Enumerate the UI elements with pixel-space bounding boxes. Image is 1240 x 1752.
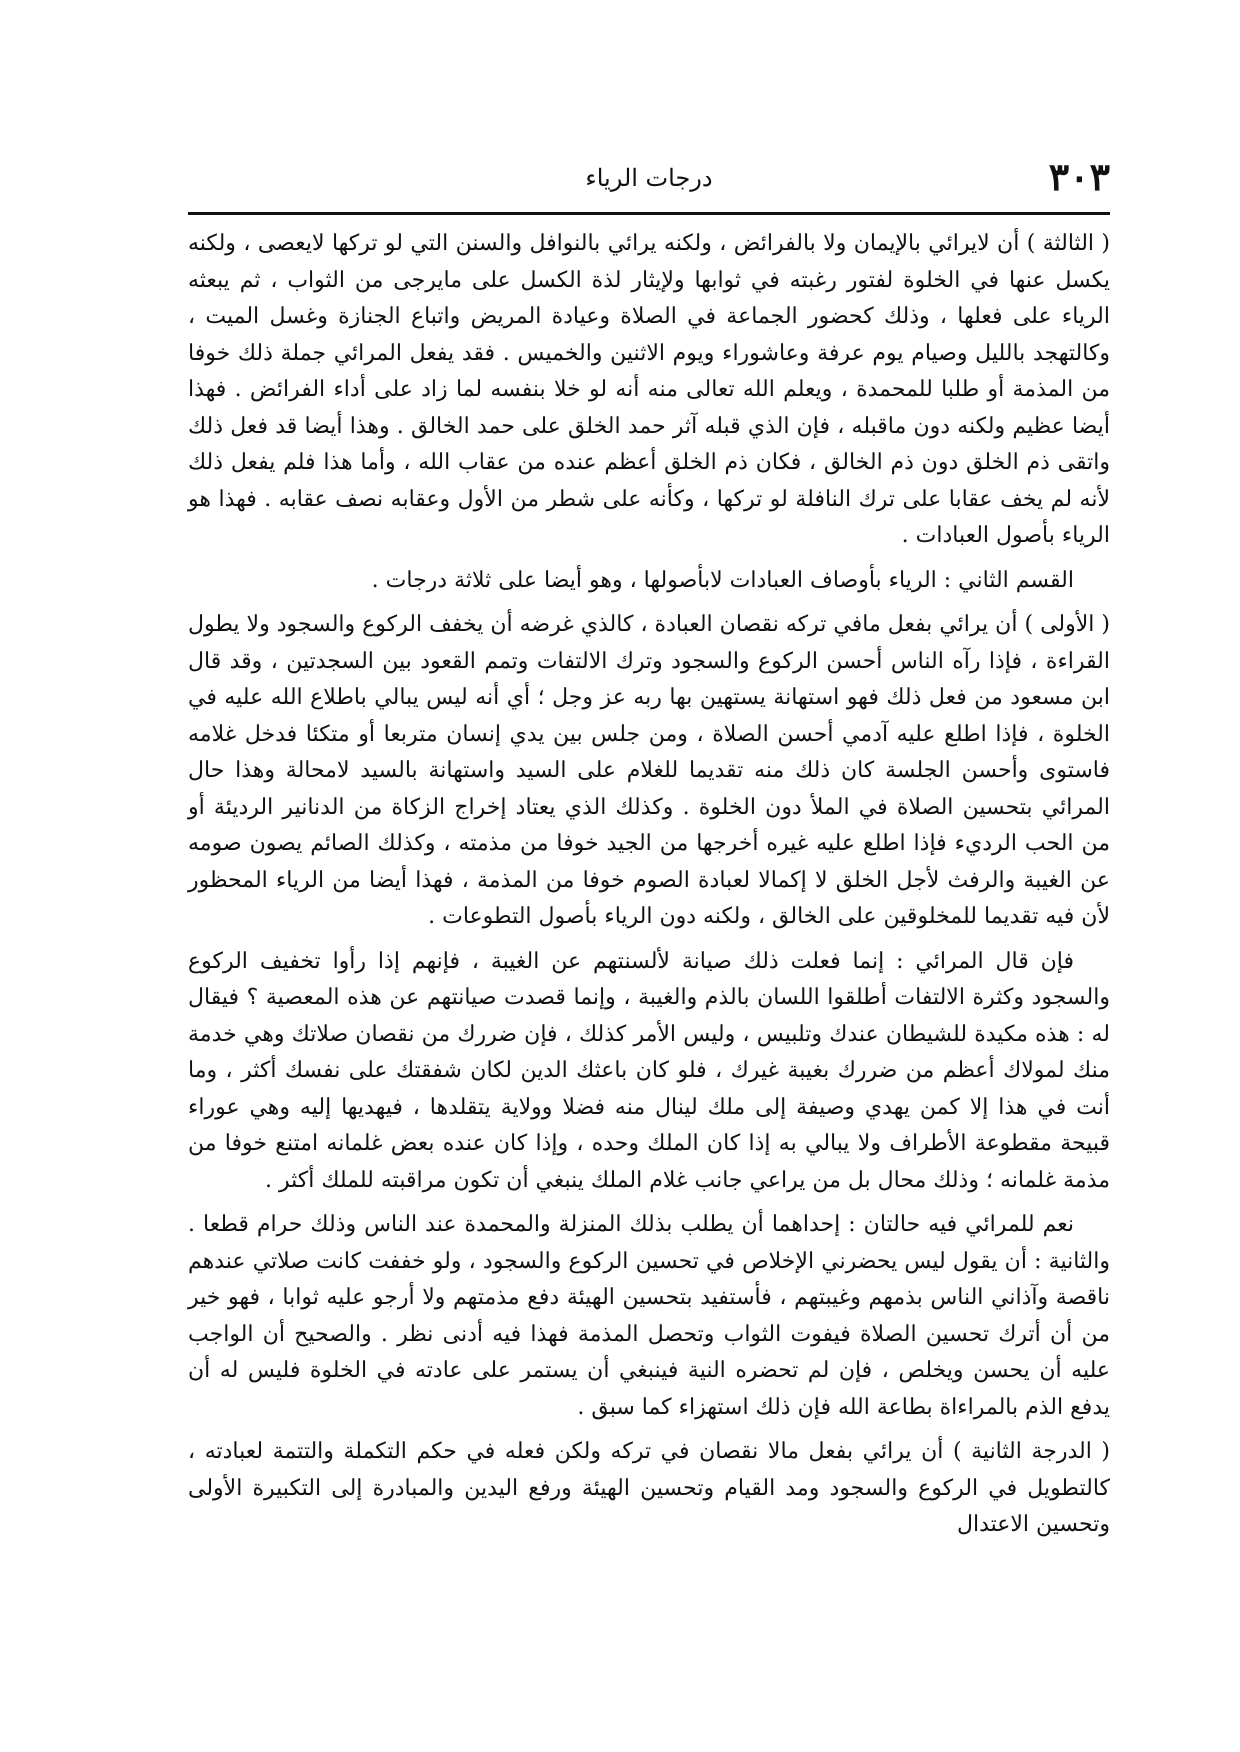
header-rule — [188, 212, 1110, 215]
paragraph-second-section: القسم الثاني : الرياء بأوصاف العبادات لابأصولها ، وهو أيضا على ثلاثة درجات . — [371, 567, 1074, 593]
paragraph-second-degree: ( الدرجة الثانية ) أن يرائي بفعل مالا نقصان في تركه ولكن فعله في حكم التكملة والتتمة لعبادته ، كالتطويل في الركوع والسجود ومد القيام وتحسين الهيئة ورفع اليدين والمبادرة إلى التكبيرة الأولى وتحسين الاعتدال — [188, 1439, 1110, 1537]
running-title: درجات الرياء — [585, 164, 713, 192]
page-number: ٣٠٣ — [1048, 154, 1110, 199]
paragraph-two-states: نعم للمرائي فيه حالتان : إحداهما أن يطلب بذلك المنزلة والمحمدة عند الناس وذلك حرام قطعا . والثانية : أن يقول ليس يحضرني الإخلاص في تحسين الركوع والسجود ، ولو خففت كانت صلاتي عندهم ناقصة وآذاني الناس بذمهم وغيبتهم ، فأستفيد بتحسين الهيئة دفع مذمتهم ولا أرجو عليه ثوابا ، فهو خير من أن أترك تحسين الصلاة فيفوت الثواب وتحصل المذمة فهذا فيه أدنى نظر . والصحيح أن الواجب عليه أن يحسن ويخلص ، فإن لم تحضره النية فينبغي أن يستمر على عادته في الخلوة فليس له أن يدفع الذم بالمراءاة بطاعة الله فإن ذلك استهزاء كما سبق . — [188, 1212, 1110, 1420]
paragraph-objection: فإن قال المرائي : إنما فعلت ذلك صيانة لألسنتهم عن الغيبة ، فإنهم إذا رأوا تخفيف الركوع والسجود وكثرة الالتفات أطلقوا اللسان بالذم والغيبة ، وإنما قصدت صيانتهم عن هذه المعصية ؟ فيقال له : هذه مكيدة للشيطان عندك وتلبيس ، وليس الأمر كذلك ، فإن ضررك من نقصان صلاتك وهي خدمة منك لمولاك أعظم من ضررك بغيبة غيرك ، فلو كان باعثك الدين لكان شفقتك على نفسك أكثر ، وما أنت في هذا إلا كمن يهدي وصيفة إلى ملك لينال منه فضلا وولاية يتقلدها ، فيهديها إليه وهي عوراء قبيحة مقطوعة الأطراف ولا يبالي به إذا كان الملك وحده ، وإذا كان عنده بعض غلمانه امتنع خوفا من مذمة غلمانه ؛ وذلك محال بل من يراعي جانب غلام الملك ينبغي أن تكون مراقبته للملك أكثر . — [188, 948, 1110, 1193]
paragraph-first-degree: ( الأولى ) أن يرائي بفعل مافي تركه نقصان العبادة ، كالذي غرضه أن يخفف الركوع والسجود ولا يطول القراءة ، فإذا رآه الناس أحسن الركوع والسجود وترك الالتفات وتمم القعود بين السجدتين ، وقد قال ابن مسعود من فعل ذلك فهو استهانة يستهين بها ربه عز وجل ؛ أي أنه ليس يبالي باطلاع الله عليه في الخلوة ، فإذا اطلع عليه آدمي أحسن الصلاة ، ومن جلس بين يدي إنسان متربعا أو متكئا فدخل غلامه فاستوى وأحسن الجلسة كان ذلك منه تقديما للغلام على السيد واستهانة بالسيد لامحالة وهذا حال المرائي بتحسين الصلاة في الملأ دون الخلوة . وكذلك الذي يعتاد إخراج الزكاة من الدنانير الرديئة أو من الحب الرديء فإذا اطلع عليه غيره أخرجها من الجيد خوفا من مذمته ، وكذلك الصائم يصون صومه عن الغيبة والرفث لأجل الخلق لا إكمالا لعبادة الصوم خوفا من المذمة ، فهذا أيضا من الرياء المحظور لأن فيه تقديما للمخلوقين على الخالق ، ولكنه دون الرياء بأصول التطوعات . — [188, 612, 1110, 929]
page-header — [188, 150, 1110, 210]
paragraph-third-degree: ( الثالثة ) أن لايرائي بالإيمان ولا بالفرائض ، ولكنه يرائي بالنوافل والسنن التي لو تركها لايعصى ، ولكنه يكسل عنها في الخلوة لفتور رغبته في ثوابها ولإيثار لذة الكسل على مايرجى من الثواب ، ثم يبعثه الرياء على فعلها ، وذلك كحضور الجماعة في الصلاة وعيادة المريض واتباع الجنازة وغسل الميت ، وكالتهجد بالليل وصيام يوم عرفة وعاشوراء ويوم الاثنين والخميس . فقد يفعل المرائي جملة ذلك خوفا من المذمة أو طلبا للمحمدة ، ويعلم الله تعالى منه أنه لو خلا بنفسه لما زاد على أداء الفرائض . فهذا أيضا عظيم ولكنه دون ماقبله ، فإن الذي قبله آثر حمد الخلق على حمد الخالق . وهذا أيضا قد فعل ذلك واتقى ذم الخلق دون ذم الخالق ، فكان ذم الخلق أعظم عنده من عقاب الله ، وأما هذا فلم يفعل ذلك لأنه لم يخف عقابا على ترك النافلة لو تركها ، وكأنه على شطر من الأول وعقابه نصف عقابه . فهذا هو الرياء بأصول العبادات . — [188, 231, 1110, 548]
body-text — [188, 226, 1110, 1552]
